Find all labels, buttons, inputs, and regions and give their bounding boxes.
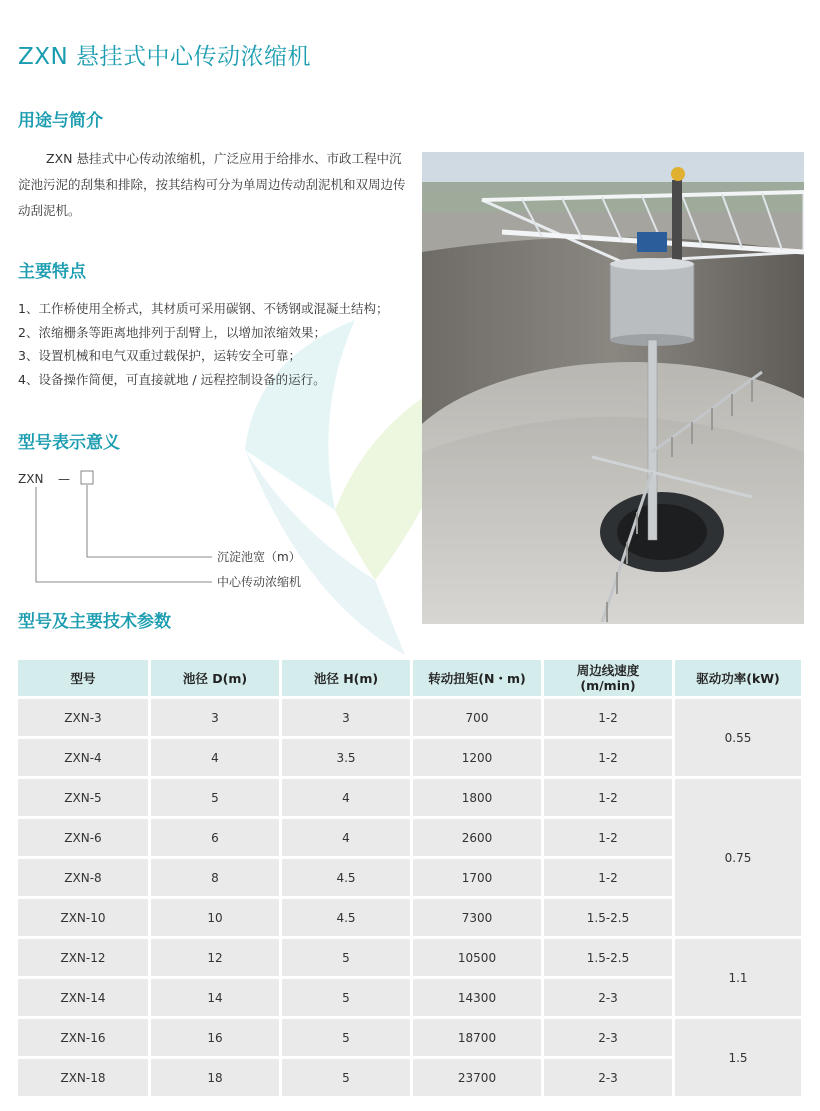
cell-diameter: 16 xyxy=(151,1019,279,1056)
cell-height: 4 xyxy=(282,819,410,856)
cell-diameter: 4 xyxy=(151,739,279,776)
cell-height: 4.5 xyxy=(282,859,410,896)
header-power: 驱动功率(kW) xyxy=(675,660,801,696)
cell-torque: 23700 xyxy=(413,1059,541,1096)
feature-item: 1、工作桥使用全桥式，其材质可采用碳钢、不锈钢或混凝土结构； xyxy=(18,301,389,316)
page-title: ZXN 悬挂式中心传动浓缩机 xyxy=(18,44,312,70)
params-heading: 型号及主要技术参数 xyxy=(18,612,171,632)
cell-model: ZXN-6 xyxy=(18,819,148,856)
cell-torque: 10500 xyxy=(413,939,541,976)
cell-diameter: 8 xyxy=(151,859,279,896)
cell-speed: 1-2 xyxy=(544,739,672,776)
model-dash: — xyxy=(58,472,70,486)
cell-torque: 2600 xyxy=(413,819,541,856)
header-speed xyxy=(544,660,672,696)
feature-item: 4、设备操作简便，可直接就地 / 远程控制设备的运行。 xyxy=(18,371,326,387)
cell-torque: 18700 xyxy=(413,1019,541,1056)
cell-speed: 2-3 xyxy=(544,1019,672,1056)
cell-speed: 1.5-2.5 xyxy=(544,939,672,976)
cell-model: ZXN-12 xyxy=(18,939,148,976)
cell-model: ZXN-18 xyxy=(18,1059,148,1096)
cell-torque: 14300 xyxy=(413,979,541,1016)
label-width: 沉淀池宽（m） xyxy=(217,550,301,564)
cell-model: ZXN-3 xyxy=(18,699,148,736)
cell-diameter: 10 xyxy=(151,899,279,936)
intro-heading: 用途与简介 xyxy=(18,111,103,131)
cell-model: ZXN-8 xyxy=(18,859,148,896)
header-torque: 转动扭矩(N・m) xyxy=(413,660,541,696)
cell-height: 5 xyxy=(282,979,410,1016)
cell-speed: 1-2 xyxy=(544,859,672,896)
cell-diameter: 12 xyxy=(151,939,279,976)
feature-item: 2、浓缩栅条等距离地排列于刮臂上，以增加浓缩效果； xyxy=(18,324,326,340)
cell-power: 0.55 xyxy=(675,699,801,776)
cell-speed: 1.5-2.5 xyxy=(544,899,672,936)
cell-model: ZXN-14 xyxy=(18,979,148,1016)
cell-speed: 2-3 xyxy=(544,979,672,1016)
cell-speed: 1-2 xyxy=(544,779,672,816)
cell-torque: 700 xyxy=(413,699,541,736)
intro-text: ZXN 悬挂式中心传动浓缩机，广泛应用于给排水、市政工程中沉淀池污泥的刮集和排除，按其结构可分为单周边传动刮泥机和双周边传动刮泥机。 xyxy=(18,151,406,218)
cell-height: 3 xyxy=(282,699,410,736)
cell-speed: 1-2 xyxy=(544,699,672,736)
cell-model: ZXN-4 xyxy=(18,739,148,776)
header-speed-line1: 周边线速度 xyxy=(576,663,640,678)
features-list xyxy=(18,297,418,391)
header-speed-line2: (m/min) xyxy=(580,678,636,693)
cell-height: 4.5 xyxy=(282,899,410,936)
header-height: 池径 H(m) xyxy=(282,660,410,696)
cell-speed: 2-3 xyxy=(544,1059,672,1096)
cell-model: ZXN-5 xyxy=(18,779,148,816)
cell-torque: 1800 xyxy=(413,779,541,816)
table-row xyxy=(18,1019,801,1056)
equipment-photo xyxy=(422,152,804,624)
model-meaning-heading: 型号表示意义 xyxy=(18,433,120,453)
cell-diameter: 3 xyxy=(151,699,279,736)
cell-diameter: 18 xyxy=(151,1059,279,1096)
header-diameter: 池径 D(m) xyxy=(151,660,279,696)
model-box-icon xyxy=(81,471,93,484)
cell-torque: 7300 xyxy=(413,899,541,936)
cell-height: 5 xyxy=(282,1059,410,1096)
cell-power: 1.1 xyxy=(675,939,801,1016)
cell-model: ZXN-10 xyxy=(18,899,148,936)
header-model: 型号 xyxy=(18,660,148,696)
features-heading: 主要特点 xyxy=(18,262,86,282)
cell-torque: 1200 xyxy=(413,739,541,776)
model-prefix: ZXN xyxy=(18,472,44,486)
cell-height: 3.5 xyxy=(282,739,410,776)
label-type: 中心传动浓缩机 xyxy=(217,575,302,589)
table-header-row xyxy=(18,660,801,696)
cell-speed: 1-2 xyxy=(544,819,672,856)
cell-model: ZXN-16 xyxy=(18,1019,148,1056)
table-row xyxy=(18,939,801,976)
params-table xyxy=(15,657,804,1099)
table-row xyxy=(18,779,801,816)
model-code-diagram xyxy=(14,465,344,595)
cell-height: 5 xyxy=(282,1019,410,1056)
cell-power: 0.75 xyxy=(675,779,801,936)
cell-power: 1.5 xyxy=(675,1019,801,1096)
feature-item: 3、设置机械和电气双重过载保护，运转安全可靠； xyxy=(18,348,301,363)
table-row xyxy=(18,699,801,736)
cell-diameter: 5 xyxy=(151,779,279,816)
cell-height: 5 xyxy=(282,939,410,976)
cell-diameter: 6 xyxy=(151,819,279,856)
cell-height: 4 xyxy=(282,779,410,816)
cell-torque: 1700 xyxy=(413,859,541,896)
cell-diameter: 14 xyxy=(151,979,279,1016)
